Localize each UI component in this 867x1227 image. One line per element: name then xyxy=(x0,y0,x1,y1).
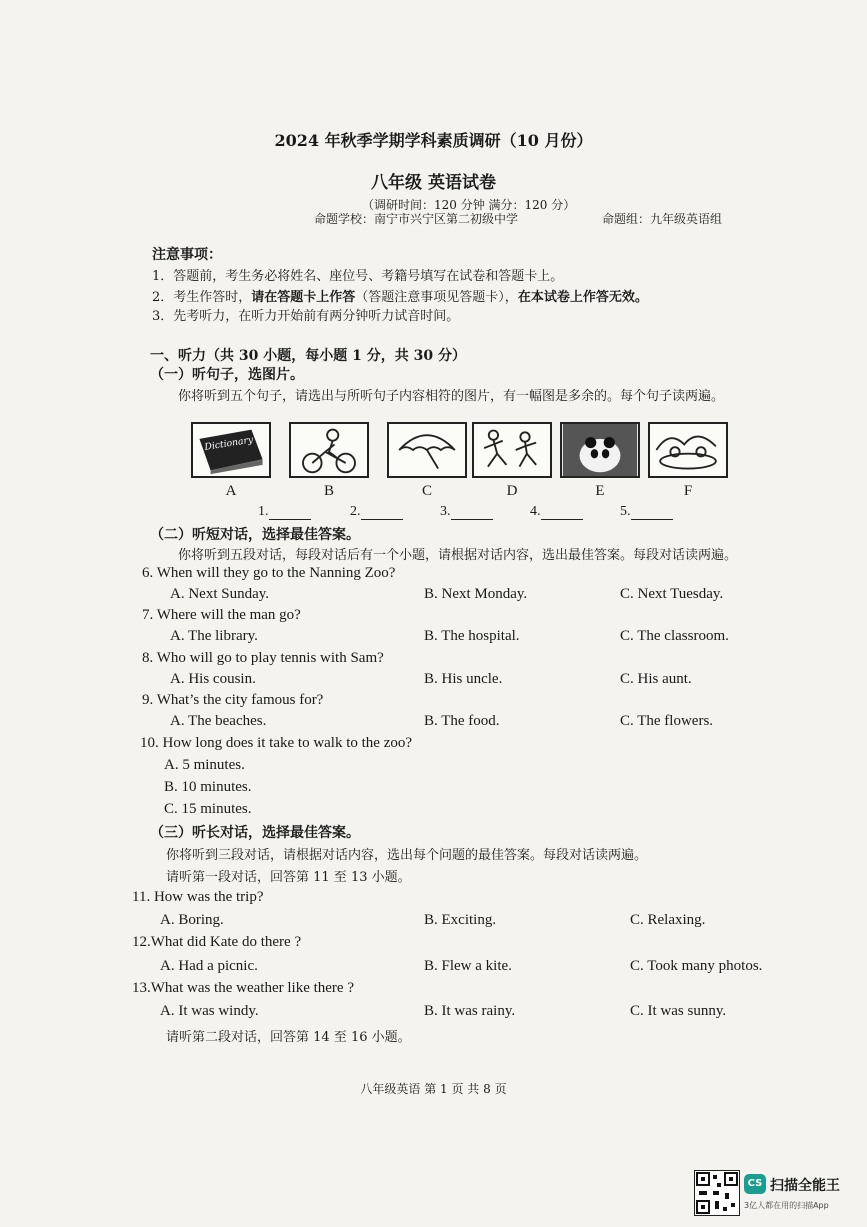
notice-item-1: 1．答题前，考生务必将姓名、座位号、考籍号填写在试卷和答题卡上。 xyxy=(152,269,564,284)
picture-c xyxy=(387,422,467,478)
notice-emphasis-1: 请在答题卡上作答 xyxy=(251,290,356,305)
sec1-instruction: 你将听到五个句子，请选出与所听句子内容相符的图片，有一幅图是多余的。每个句子读两遍。 xyxy=(178,389,725,404)
q9-option-c[interactable]: C. The flowers. xyxy=(620,713,714,729)
q9-option-b[interactable]: B. The food. xyxy=(424,713,500,729)
sec3-instruction: 你将听到三段对话，请根据对话内容，选出每个问题的最佳答案。每段对话读两遍。 xyxy=(166,848,648,863)
dictionary-icon xyxy=(193,424,269,476)
picnic-icon xyxy=(650,424,726,476)
sec3-sub-2: 请听第二段对话，回答第 14 至 16 小题。 xyxy=(166,1030,411,1045)
question-9: 9. What’s the city famous for? xyxy=(142,692,324,708)
sec2-instruction: 你将听到五段对话，每段对话后有一个小题，请根据对话内容，选出最佳答案。每段对话读两遍。 xyxy=(178,548,738,563)
picture-f xyxy=(648,422,728,478)
part1-heading: 一、听力（共 30 小题，每小题 1 分，共 30 分） xyxy=(150,348,466,364)
q10-option-b[interactable]: B. 10 minutes. xyxy=(164,779,252,795)
sec3-heading: （三）听长对话，选择最佳答案。 xyxy=(150,825,360,841)
q13-option-a[interactable]: A. It was windy. xyxy=(160,1003,259,1019)
q12-option-c[interactable]: C. Took many photos. xyxy=(630,958,763,974)
picture-a xyxy=(191,422,271,478)
question-13: 13.What was the weather like there ? xyxy=(132,980,354,996)
q11-option-c[interactable]: C. Relaxing. xyxy=(630,912,706,928)
question-8: 8. Who will go to play tennis with Sam? xyxy=(142,650,384,666)
umbrella-icon xyxy=(389,424,465,476)
question-10: 10. How long does it take to walk to the zoo? xyxy=(140,735,413,751)
question-6: 6. When will they go to the Nanning Zoo? xyxy=(142,565,396,581)
q9-option-a[interactable]: A. The beaches. xyxy=(170,713,267,729)
school-info: 命题学校：南宁市兴宁区第二初级中学 xyxy=(314,212,519,226)
exam-title: 2024 年秋季学期学科素质调研（10 月份） xyxy=(274,131,593,150)
picture-a-label: A xyxy=(225,483,237,499)
q6-option-a[interactable]: A. Next Sunday. xyxy=(170,586,270,602)
q6-option-c[interactable]: C. Next Tuesday. xyxy=(620,586,724,602)
picture-c-label: C xyxy=(421,483,432,499)
notice-emphasis-2: 在本试卷上作答无效。 xyxy=(517,290,648,305)
answer-blank-4[interactable]: 4. xyxy=(530,504,583,520)
group-info: 命题组：九年级英语组 xyxy=(602,212,723,226)
sec1-heading: （一）听句子，选图片。 xyxy=(150,367,304,383)
panda-icon xyxy=(562,424,638,476)
answer-blank-2[interactable]: 2. xyxy=(350,504,403,520)
q13-option-b[interactable]: B. It was rainy. xyxy=(424,1003,516,1019)
q8-option-a[interactable]: A. His cousin. xyxy=(170,671,256,687)
page-footer: 八年级英语 第 1 页 共 8 页 xyxy=(360,1082,507,1096)
qr-code-icon xyxy=(695,1171,739,1215)
question-7: 7. Where will the man go? xyxy=(142,607,301,623)
notice-item-3: 3．先考听力，在听力开始前有两分钟听力试音时间。 xyxy=(152,309,460,324)
q12-option-a[interactable]: A. Had a picnic. xyxy=(160,958,258,974)
runner-icon xyxy=(474,424,550,476)
answer-blank-3[interactable]: 3. xyxy=(440,504,493,520)
notice-item-2: 2．考生作答时，请在答题卡上作答（答题注意事项见答题卡），在本试卷上作答无效。 xyxy=(152,290,648,305)
cyclist-icon xyxy=(291,424,367,476)
exam-subtitle: 八年级 英语试卷 xyxy=(371,173,496,193)
scanner-app-name: 扫描全能王 xyxy=(770,1178,840,1194)
sec2-heading: （二）听短对话，选择最佳答案。 xyxy=(150,527,360,543)
question-11: 11. How was the trip? xyxy=(132,889,264,905)
picture-e-label: E xyxy=(595,483,605,499)
qr-code xyxy=(694,1170,740,1216)
q10-option-a[interactable]: A. 5 minutes. xyxy=(164,757,245,773)
q12-option-b[interactable]: B. Flew a kite. xyxy=(424,958,512,974)
notice-heading: 注意事项： xyxy=(152,247,222,263)
camscanner-logo: CS xyxy=(744,1174,766,1194)
picture-f-label: F xyxy=(683,483,693,499)
scanner-tagline: 3亿人都在用的扫描App xyxy=(744,1201,829,1210)
time-info: （调研时间：120 分钟 满分：120 分） xyxy=(362,198,576,212)
picture-b-label: B xyxy=(323,483,334,499)
q8-option-c[interactable]: C. His aunt. xyxy=(620,671,692,687)
dictionary-word: Dictionary xyxy=(203,434,254,453)
q13-option-c[interactable]: C. It was sunny. xyxy=(630,1003,727,1019)
q7-option-c[interactable]: C. The classroom. xyxy=(620,628,729,644)
sec3-sub-1: 请听第一段对话，回答第 11 至 13 小题。 xyxy=(166,870,411,885)
q8-option-b[interactable]: B. His uncle. xyxy=(424,671,503,687)
picture-e xyxy=(560,422,640,478)
q7-option-b[interactable]: B. The hospital. xyxy=(424,628,520,644)
answer-blank-5[interactable]: 5. xyxy=(620,504,673,520)
picture-d xyxy=(472,422,552,478)
q7-option-a[interactable]: A. The library. xyxy=(170,628,258,644)
picture-b xyxy=(289,422,369,478)
q10-option-c[interactable]: C. 15 minutes. xyxy=(164,801,252,817)
question-12: 12.What did Kate do there ? xyxy=(132,934,302,950)
answer-blank-1[interactable]: 1. xyxy=(258,504,311,520)
q6-option-b[interactable]: B. Next Monday. xyxy=(424,586,528,602)
picture-d-label: D xyxy=(506,483,518,499)
q11-option-a[interactable]: A. Boring. xyxy=(160,912,224,928)
q11-option-b[interactable]: B. Exciting. xyxy=(424,912,497,928)
